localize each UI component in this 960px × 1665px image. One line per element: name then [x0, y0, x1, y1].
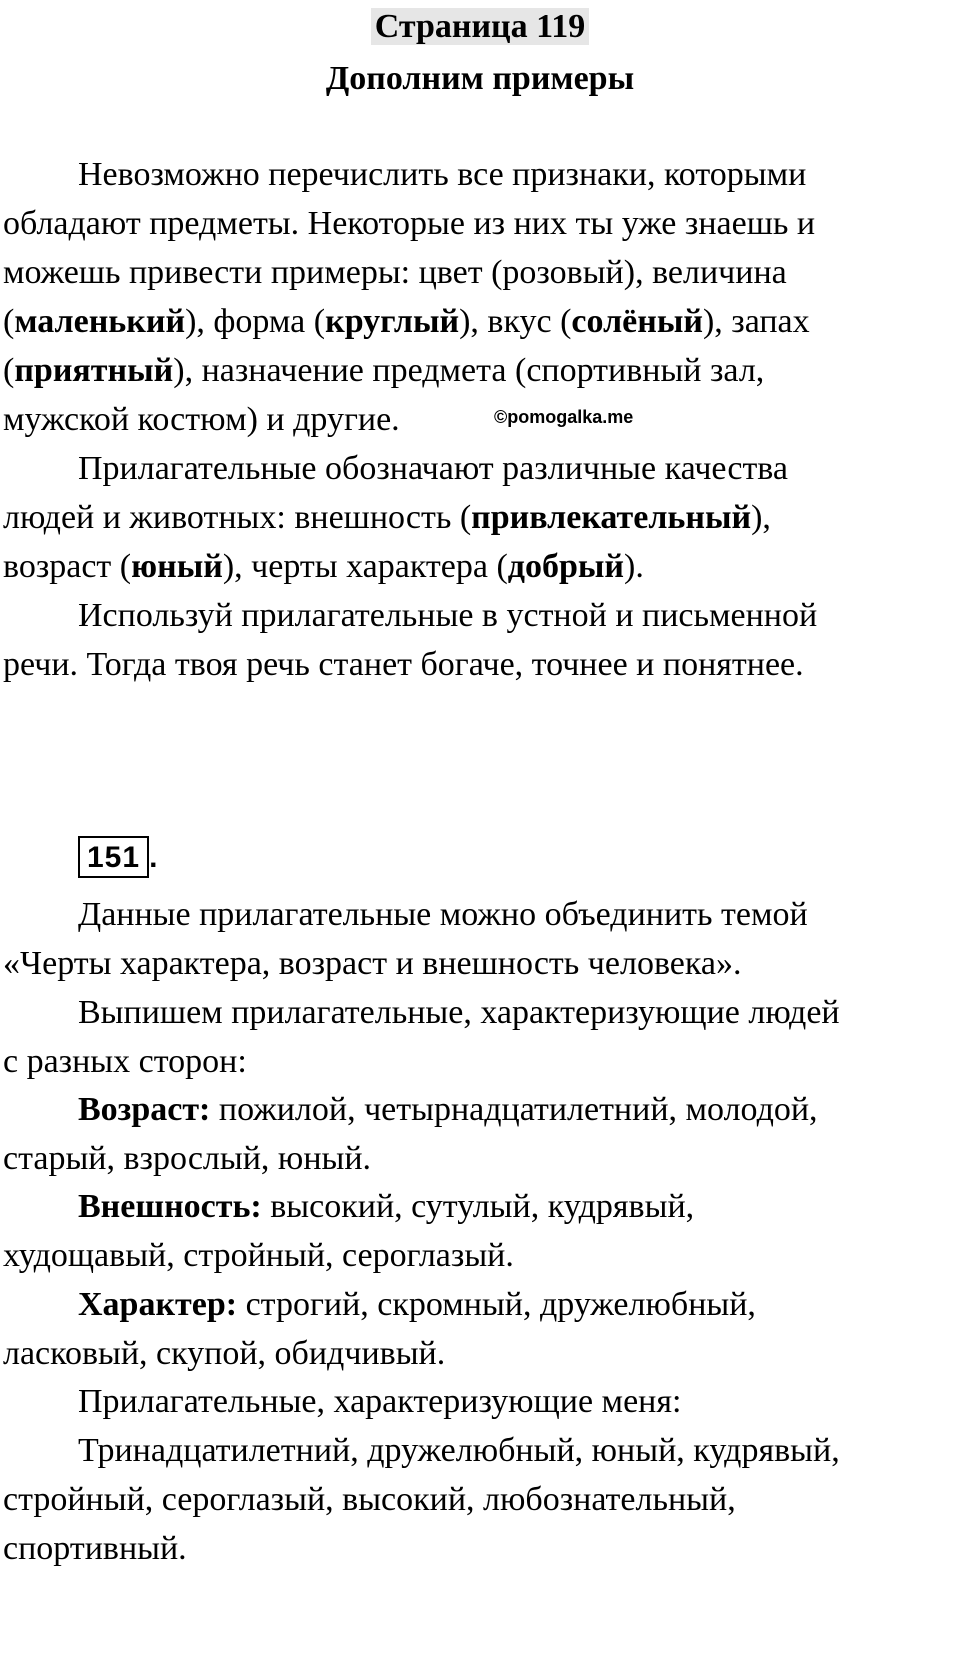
text-line: мужской костюм) и другие. [3, 401, 400, 438]
bold-example: маленький [14, 303, 186, 340]
text-line: с разных сторон: [3, 1043, 247, 1080]
text-line: старый, взрослый, юный. [3, 1140, 372, 1177]
me-paragraph [3, 1426, 948, 1573]
category-label-appearance: Внешность: [78, 1188, 262, 1225]
bold-example: юный [131, 548, 223, 585]
theory-paragraph-1 [3, 150, 948, 444]
theory-paragraph-2 [3, 444, 948, 591]
watermark: ©pomogalka.me [494, 407, 634, 427]
text-line: обладают предметы. Некоторые из них ты уже знаешь и [3, 205, 816, 242]
task-number-box: 151 [78, 836, 149, 878]
text-line: стройный, сероглазый, высокий, любознательный, [3, 1481, 736, 1518]
task-number [78, 836, 157, 878]
text-line: (приятный), назначение предмета (спортивный зал, [3, 352, 765, 389]
theory-paragraph-3 [3, 591, 948, 689]
text-line: (маленький), форма (круглый), вкус (солёный), запах [3, 303, 810, 340]
task-paragraph-2 [3, 988, 948, 1086]
page-title [0, 4, 960, 50]
text-line: Невозможно перечислить все признаки, которыми [78, 156, 807, 193]
task-paragraph-1 [3, 890, 948, 988]
text-line: «Черты характера, возраст и внешность человека». [3, 945, 742, 982]
text-line: Выпишем прилагательные, характеризующие людей [78, 994, 840, 1031]
text-line: Используй прилагательные в устной и письменной [78, 597, 818, 634]
category-label-age: Возраст: [78, 1091, 211, 1128]
text-line: людей и животных: внешность (привлекательный), [3, 499, 771, 536]
text-line: худощавый, стройный, сероглазый. [3, 1237, 514, 1274]
me-intro-paragraph [3, 1377, 948, 1426]
text-line: можешь привести примеры: цвет (розовый), величина [3, 254, 787, 291]
text-line: Возраст: пожилой, четырнадцатилетний, молодой, [78, 1091, 818, 1128]
page-subtitle: Дополним примеры [325, 60, 635, 97]
character-paragraph [3, 1280, 948, 1378]
text-line: Характер: строгий, скромный, дружелюбный, [78, 1286, 756, 1323]
text-line: ласковый, скупой, обидчивый. [3, 1335, 446, 1372]
appearance-paragraph [3, 1182, 948, 1280]
text-line: Прилагательные обозначают различные качества [78, 450, 788, 487]
task-number-suffix: . [149, 841, 158, 874]
text-line: Тринадцатилетний, дружелюбный, юный, кудрявый, [78, 1432, 840, 1469]
bold-example: круглый [325, 303, 460, 340]
category-label-character: Характер: [78, 1286, 238, 1323]
bold-example: солёный [571, 303, 703, 340]
text-line: спортивный. [3, 1530, 187, 1567]
bold-example: привлекательный [471, 499, 752, 536]
text-line: Внешность: высокий, сутулый, кудрявый, [78, 1188, 695, 1225]
text-line: возраст (юный), черты характера (добрый). [3, 548, 644, 585]
bold-example: приятный [14, 352, 174, 389]
age-paragraph [3, 1085, 948, 1183]
text-line: Данные прилагательные можно объединить темой [78, 896, 808, 933]
text-line: речи. Тогда твоя речь станет богаче, точнее и понятнее. [3, 646, 804, 683]
text-line: Прилагательные, характеризующие меня: [78, 1383, 682, 1420]
page-title-text: Страница 119 [371, 8, 590, 45]
bold-example: добрый [507, 548, 625, 585]
